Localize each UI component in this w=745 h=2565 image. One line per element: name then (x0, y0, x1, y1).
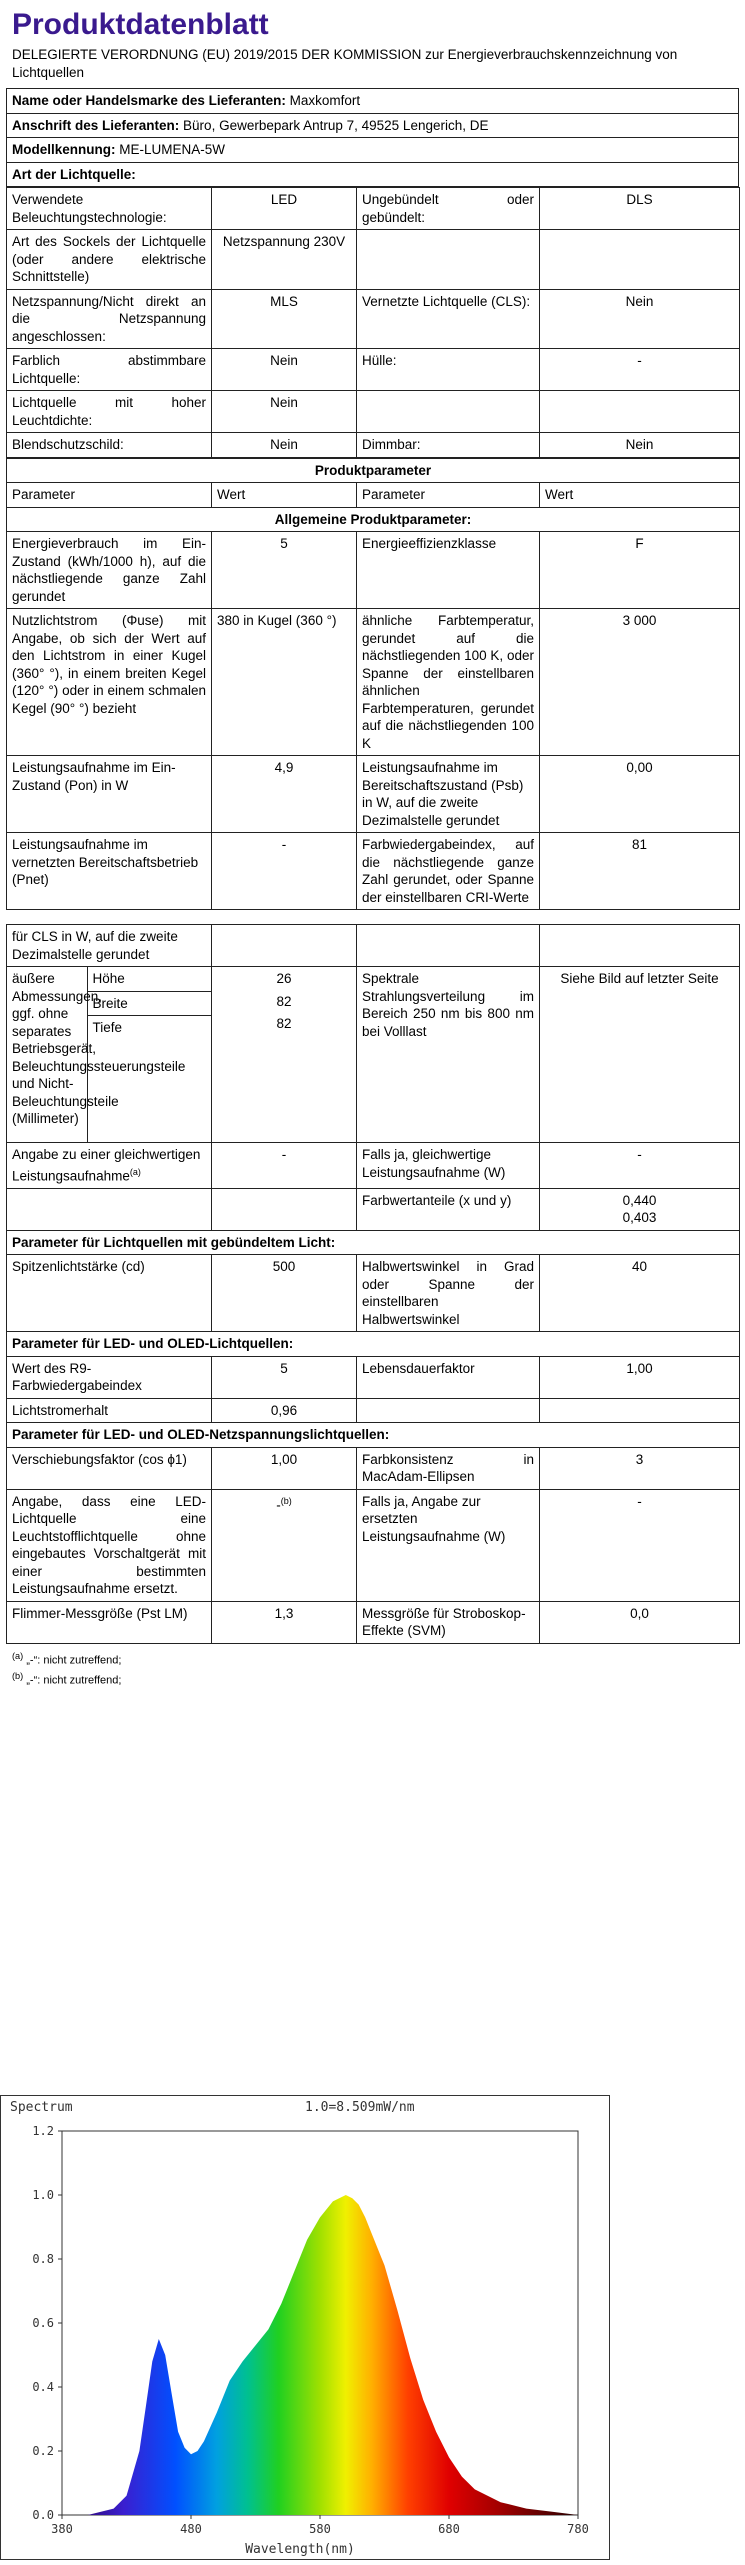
params-table (6, 458, 740, 911)
class-label: Energieeffizienzklasse (357, 532, 540, 609)
led-heading: Parameter für LED- und OLED-Lichtquellen: (7, 1332, 740, 1357)
maint-value: 0,96 (212, 1398, 357, 1423)
chart-ylabel: Spectrum (10, 2100, 73, 2115)
r9-label: Wert des R9-Farbwiedergabeindex (7, 1356, 212, 1398)
chart-title: 1.0=8.509mW/nm (305, 2100, 415, 2115)
supplier-name-label: Name oder Handelsmarke des Lieferanten: (12, 93, 286, 108)
pnet-continued: für CLS in W, auf die zweite Dezimalstelle gerundet (7, 925, 212, 967)
footnote-b: $^{(b)}$ „-“: nicht zutreffend; (12, 1671, 122, 1687)
lightsource-label: Farblich abstimmbare Lichtquelle: (7, 349, 212, 391)
col-value-2: Wert (540, 483, 740, 508)
y-tick-label: 0.2 (32, 2444, 54, 2458)
model-label: Modellkennung: (12, 142, 116, 157)
svm-value: 0,0 (540, 1601, 740, 1643)
svm-label: Messgröße für Stroboskop-Effekte (SVM) (357, 1601, 540, 1643)
spectrum-chart-svg (0, 2095, 610, 2560)
consist-label: Farbkonsistenz in MacAdam-Ellipsen (357, 1447, 540, 1489)
y-tick-label: 0.6 (32, 2316, 54, 2330)
spectrum-chart (0, 2095, 610, 2560)
replace2-label: Falls ja, Angabe zur ersetzten Leistungsaufnahme (W) (357, 1489, 540, 1601)
lightsource-label: Art des Sockels der Lichtquelle (oder andere elektrische Schnittstelle) (7, 230, 212, 290)
lightsource-value-2 (540, 391, 740, 433)
pnet-value: - (212, 833, 357, 910)
lightsource-value: LED (212, 188, 357, 230)
model-value: ME-LUMENA-5W (119, 142, 226, 157)
col-param-1: Parameter (7, 483, 212, 508)
y-tick-label: 0.4 (32, 2380, 54, 2394)
chroma-y: 0,403 (622, 1210, 657, 1225)
lightsource-value-2: Nein (540, 289, 740, 349)
pon-value: 4,9 (212, 756, 357, 833)
supplier-table (6, 88, 739, 187)
lightsource-label: Netzspannung/Nicht direkt an die Netzspannung angeschlossen: (7, 289, 212, 349)
lightsource-value: Nein (212, 391, 357, 433)
dims-label: äußere Abmessungen, ggf. ohne separates Betriebsgerät, Beleuchtungssteuerungsteile und Nicht-Beleuchtungsteile (Millimeter) (7, 967, 87, 1142)
chroma-label: Farbwertanteile (x und y) (357, 1188, 540, 1230)
flux-value: 380 in Kugel (360 °) (212, 609, 357, 756)
footnote-a: $^{(a)}$ „-“: nicht zutreffend; (12, 1650, 122, 1667)
replace-value: -$^{(b)}$ (212, 1489, 357, 1601)
supplier-address-value: Büro, Gewerbepark Antrup 7, 49525 Lengerich, DE (183, 117, 489, 133)
dim-name-depth: Tiefe (87, 1016, 211, 1143)
lightsource-value-2 (540, 230, 740, 290)
life-value: 1,00 (540, 1356, 740, 1398)
x-tick-label: 580 (309, 2522, 331, 2536)
replace-footnote-mark: (b) (280, 1495, 292, 1506)
r9-value: 5 (212, 1356, 357, 1398)
col-param-2: Parameter (357, 483, 540, 508)
cct-value: 3 000 (540, 609, 740, 756)
lightsource-label-2: Vernetzte Lichtquelle (CLS): (357, 289, 540, 349)
beam-label: Halbwertswinkel in Grad oder Spanne der einstellbaren Halbwertswinkel (357, 1255, 540, 1332)
dims-values (212, 967, 357, 1143)
lightsource-value-2: - (540, 349, 740, 391)
equiv-footnote-mark: (a) (129, 1166, 141, 1177)
flicker-label: Flimmer-Messgröße (Pst LM) (7, 1601, 212, 1643)
peak-label: Spitzenlichtstärke (cd) (7, 1255, 212, 1332)
chroma-x: 0,440 (622, 1192, 657, 1208)
maint-label: Lichtstromerhalt (7, 1398, 212, 1423)
lightsource-value: Netzspannung 230V (212, 230, 357, 290)
page-title: Produktdatenblatt (12, 8, 269, 41)
class-value: F (540, 532, 740, 609)
lightsource-label-2 (357, 230, 540, 290)
x-tick-label: 480 (180, 2522, 202, 2536)
lightsource-label-2 (357, 391, 540, 433)
lightsource-value-2: Nein (540, 433, 740, 458)
dim-value-width: 82 (276, 993, 292, 1009)
lightsource-value: Nein (212, 349, 357, 391)
energy-value: 5 (212, 532, 357, 609)
cri-label: Farbwiedergabeindex, auf die nächstliegende ganze Zahl gerundet, oder Spanne der einstellbaren CRI-Werte (357, 833, 540, 910)
chart-xlabel: Wavelength(nm) (245, 2542, 355, 2557)
lightsource-label: Lichtquelle mit hoher Leuchtdichte: (7, 391, 212, 433)
life-label: Lebensdauerfaktor (357, 1356, 540, 1398)
lightsource-row (7, 391, 740, 433)
cri-value: 81 (540, 833, 740, 910)
supplier-address-label: Anschrift des Lieferanten: (12, 117, 180, 133)
dim-value-height: 26 (276, 971, 292, 986)
spectral-value: Siehe Bild auf letzter Seite (540, 967, 740, 1143)
y-tick-label: 0.8 (32, 2252, 54, 2266)
lightsource-label-2: Ungebündelt oder gebündelt: (357, 188, 540, 230)
y-tick-label: 1.2 (32, 2124, 54, 2138)
footnotes (0, 1644, 745, 1693)
params-heading: Produktparameter (7, 458, 740, 483)
equiv2-label: Falls ja, gleichwertige Leistungsaufnahme (W) (357, 1143, 540, 1189)
replace-label: Angabe, dass eine LED-Lichtquelle eine Leuchtstofflichtquelle ohne eingebautes Vorschaltgerät mit einer bestimmten Leistungsaufnahme ersetzt. (7, 1489, 212, 1601)
consist-value: 3 (540, 1447, 740, 1489)
pon-label: Leistungsaufnahme im Ein-Zustand (Pon) in W (7, 756, 212, 833)
x-tick-label: 780 (567, 2522, 589, 2536)
lightsource-row (7, 433, 740, 458)
peak-value: 500 (212, 1255, 357, 1332)
lightsource-type-heading: Art der Lichtquelle: (7, 162, 739, 187)
dim-name-height: Höhe (87, 967, 211, 991)
lightsource-table (6, 187, 740, 458)
regulation-text: DELEGIERTE VERORDNUNG (EU) 2019/2015 DER KOMMISSION zur Energieverbrauchskennzeichnung von Lichtquellen (12, 47, 678, 80)
lightsource-value: Nein (212, 433, 357, 458)
y-tick-label: 0.0 (32, 2508, 54, 2522)
lightsource-row (7, 289, 740, 349)
flux-label: Nutzlichtstrom (Φuse) mit Angabe, ob sich der Wert auf den Lichtstrom in einer Kugel (360° °), in einem breiten Kegel (120° °) oder in einem schmalen Kegel (90° °) bezieht (7, 609, 212, 756)
lightsource-row (7, 188, 740, 230)
equiv-value: - (212, 1143, 357, 1189)
psb-label: Leistungsaufnahme im Bereitschaftszustand (Psb) in W, auf die zweite Dezimalstelle gerundet (357, 756, 540, 833)
general-heading: Allgemeine Produktparameter: (7, 507, 740, 532)
cct-label: ähnliche Farbtemperatur, gerundet auf die nächstliegenden 100 K, oder Spanne der einstellbaren ähnlichen Farbtemperaturen, gerundet auf die nächstliegenden 100 K (357, 609, 540, 756)
equiv2-value: - (540, 1143, 740, 1189)
dim-name-width: Breite (87, 991, 211, 1016)
dim-value-depth: 82 (276, 1016, 292, 1031)
pf-value: 1,00 (212, 1447, 357, 1489)
supplier-name-row (7, 89, 739, 114)
params-table-continued (6, 924, 740, 1644)
equiv-label: Angabe zu einer gleichwertigen Leistungsaufnahme$^{(a)}$ (7, 1143, 212, 1189)
x-tick-label: 380 (51, 2522, 73, 2536)
supplier-address-row (7, 113, 739, 138)
pf-label: Verschiebungsfaktor (cos ϕ1) (7, 1447, 212, 1489)
col-value-1: Wert (212, 483, 357, 508)
lightsource-row (7, 230, 740, 290)
directional-heading: Parameter für Lichtquellen mit gebündeltem Licht: (7, 1230, 740, 1255)
lightsource-value: MLS (212, 289, 357, 349)
lightsource-row (7, 349, 740, 391)
lightsource-value-2: DLS (540, 188, 740, 230)
chroma-values (540, 1188, 740, 1230)
x-tick-label: 680 (438, 2522, 460, 2536)
beam-value: 40 (540, 1255, 740, 1332)
dims-cell (7, 967, 212, 1143)
spectral-label: Spektrale Strahlungsverteilung im Bereich 250 nm bis 800 nm bei Volllast (357, 967, 540, 1143)
model-row (7, 138, 739, 163)
lightsource-label: Blendschutzschild: (7, 433, 212, 458)
supplier-name-value: Maxkomfort (289, 93, 361, 108)
energy-label: Energieverbrauch im Ein-Zustand (kWh/1000 h), auf die nächstliegende ganze Zahl gerundet (7, 532, 212, 609)
lightsource-label: Verwendete Beleuchtungstechnologie: (7, 188, 212, 230)
lightsource-label-2: Dimmbar: (357, 433, 540, 458)
replace2-value: - (540, 1489, 740, 1601)
y-tick-label: 1.0 (32, 2188, 54, 2202)
lightsource-label-2: Hülle: (357, 349, 540, 391)
psb-value: 0,00 (540, 756, 740, 833)
mains-heading: Parameter für LED- und OLED-Netzspannungslichtquellen: (7, 1423, 740, 1448)
pnet-label: Leistungsaufnahme im vernetzten Bereitschaftsbetrieb (Pnet) (7, 833, 212, 910)
flicker-value: 1,3 (212, 1601, 357, 1643)
